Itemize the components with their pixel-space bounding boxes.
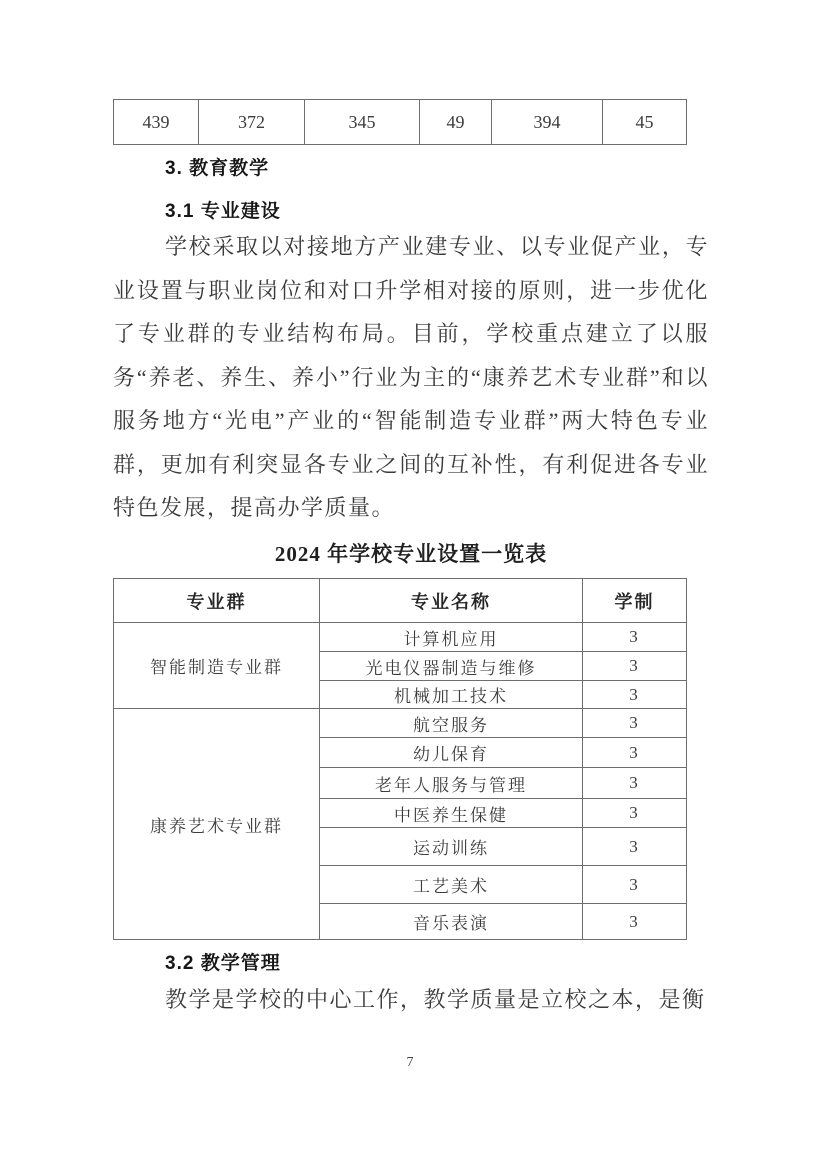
table-row xyxy=(114,623,687,652)
years-cell: 3 xyxy=(583,681,687,709)
years-cell: 3 xyxy=(583,828,687,866)
years-cell: 3 xyxy=(583,709,687,738)
paragraph-teaching-management: 教学是学校的中心工作，教学质量是立校之本，是衡 xyxy=(165,987,706,1012)
major-cell: 航空服务 xyxy=(320,709,583,738)
group-cell: 康养艺术专业群 xyxy=(114,709,320,940)
major-cell: 光电仪器制造与维修 xyxy=(320,652,583,681)
specialty-table xyxy=(113,578,687,940)
years-cell: 3 xyxy=(583,652,687,681)
table-header-row xyxy=(114,579,687,623)
major-cell: 运动训练 xyxy=(320,828,583,866)
column-header-group: 专业群 xyxy=(114,579,320,623)
page-number: 7 xyxy=(406,1055,414,1070)
major-cell: 幼儿保育 xyxy=(320,738,583,768)
heading-section-3: 3. 教育教学 xyxy=(165,158,270,179)
enrollment-numbers-table xyxy=(113,99,687,145)
table-cell: 345 xyxy=(305,100,420,145)
table-row xyxy=(114,709,687,738)
major-cell: 老年人服务与管理 xyxy=(320,768,583,799)
major-cell: 工艺美术 xyxy=(320,866,583,904)
years-cell: 3 xyxy=(583,768,687,799)
table-cell: 372 xyxy=(199,100,305,145)
years-cell: 3 xyxy=(583,799,687,828)
column-header-years: 学制 xyxy=(583,579,687,623)
table-cell: 49 xyxy=(420,100,492,145)
table-cell: 394 xyxy=(492,100,603,145)
major-cell: 机械加工技术 xyxy=(320,681,583,709)
group-cell: 智能制造专业群 xyxy=(114,623,320,709)
table-row xyxy=(114,100,687,145)
column-header-major: 专业名称 xyxy=(320,579,583,623)
years-cell: 3 xyxy=(583,866,687,904)
major-cell: 音乐表演 xyxy=(320,904,583,940)
years-cell: 3 xyxy=(583,738,687,768)
heading-section-3-2: 3.2 教学管理 xyxy=(165,953,281,974)
table-title: 2024 年学校专业设置一览表 xyxy=(274,542,548,566)
table-cell: 45 xyxy=(603,100,687,145)
heading-section-3-1: 3.1 专业建设 xyxy=(165,201,281,222)
paragraph-specialty-construction: 学校采取以对接地方产业建专业、以专业促产业，专业设置与职业岗位和对口升学相对接的原则，进一步优化了专业群的专业结构布局。目前，学校重点建立了以服务“养老、养生、养小”行业为主的“康养艺术专业群”和以服务地方“光电”产业的“智能制造专业群”两大特色专业群，更加有利突显各专业之间的互补性，有利促进各专业特色发展，提高办学质量。 xyxy=(113,234,709,520)
major-cell: 中医养生保健 xyxy=(320,799,583,828)
table-cell: 439 xyxy=(114,100,199,145)
years-cell: 3 xyxy=(583,904,687,940)
major-cell: 计算机应用 xyxy=(320,623,583,652)
years-cell: 3 xyxy=(583,623,687,652)
